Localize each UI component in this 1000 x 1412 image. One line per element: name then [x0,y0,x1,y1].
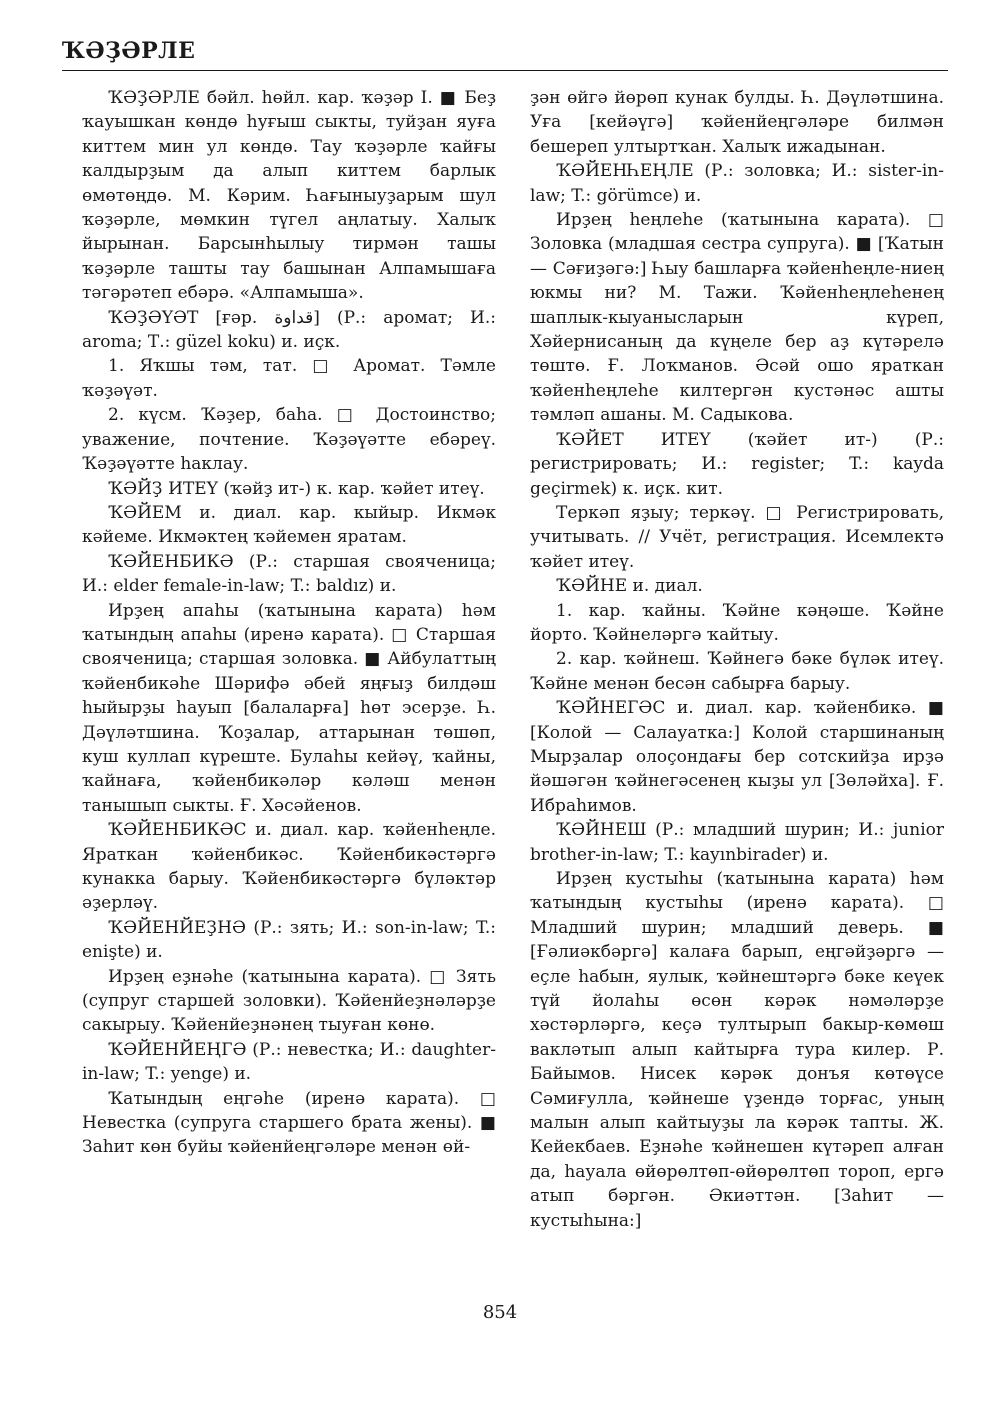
entry-kadauat-sense-2: 2. күсм. Ҡәҙер, баһа. □ Достоинство; уважение, почтение. Ҡәҙәүәтте ебәреү. Ҡәҙәүәтте һаклау. [82,405,496,475]
entry-kainesh-definition: Ирҙең кустыһы (ҡатынына карата) һәм ҡатындың кустыһы (иренә карата). □ Младший шурин; младший деверь. ■ [Ғәлиәкбәргә] калаға барып, еңгәйҙәргә — еҫле һабын, яулык, ҡәйнештәргә бәке кеүек түй йолаһы өсөн кәрәк нәмәләрҙе хәстәрләргә, кеҫә тултырып бакыр-көмөш вакләтып алып кайтырға тура килер. Р. Байымов. Нисек кәрәк донъя көтөүсе Сәмиғулла, ҡәйнеше үҙендә торғас, уның малын алып кайтыуҙы ла кәрәк тапты. Ж. Кейекбаев. Еҙнәһе ҡәйнешен күтәреп алған да, һауала өйөрөлтөп-өйөрөлтөп тороп, ергә атып бәргән. Әкиәттән. [Заһит — кустыһына:] [530,869,944,1231]
entry-kaienbikas: ҠӘЙЕНБИКӘС и. диал. кар. ҡәйенһеңле. Яраткан ҡәйенбикәс. Ҡәйенбикәстәргә кунакка барыу. Ҡәйенбикәстәргә бүләктәр әҙерләү. [82,820,496,914]
entry-continuation: ҙән өйгә йөрөп кунак булды. Һ. Дәүләтшина. Уға [кейәүгә] ҡәйенйеңгәләре билмән бешереп ултыртҡан. Халыҡ ижадынан. [530,88,944,157]
entry-kaienyenga-definition: Ҡатындың еңгәһе (иренә карата). □ Невестка (супруга старшего брата жены). ■ Заһит көн буйы ҡәйенйеңгәләре менән өй- [82,1088,496,1158]
page-number: 854 [482,1302,518,1323]
entry-kaienhenle: ҠӘЙЕНҺЕҢЛЕ (Р.: золовка; И.: sister-in-law; T.: görümce) и. [530,161,944,206]
entry-kainegas: ҠӘЙНЕГӘС и. диал. кар. ҡәйенбикә. ■ [Колой — Салауатка:] Колой старшинаның Мырҙалар олоҫондағы бер сотскийҙа ирҙә йәшәгән ҡәйнегәсенең кыҙы ул [Зөләйха]. Ғ. Ибраһимов. [530,698,944,816]
entry-kaienbika: ҠӘЙЕНБИКӘ (Р.: старшая свояченица; И.: elder female-in-law; T.: baldız) и. [82,551,496,597]
entry-kaienbika-definition: Ирҙең апаһы (ҡатынына карата) һәм ҡатындың апаһы (иренә карата). □ Старшая свояченица; старшая золовка. ■ Айбулаттың ҡәйенбикәһе Шәрифә әбей яңғыҙ билдәш һыйырҙы һауып [балаларға] һөт эсерҙе. Һ. Дәүләтшина. Ҡоҙалар, аттарынан төшөп, куш куллап күреште. Булаһы кейәү, ҡайны, ҡайнаға, ҡәйенбикәләр кәләш менән танышып сыкты. Ғ. Хәсәйенов. [82,600,496,816]
entry-kainesh: ҠӘЙНЕШ (Р.: младший шурин; И.: junior brother-in-law; T.: kayınbirader) и. [530,820,944,865]
header-rule [62,70,948,71]
entry-kaine: ҠӘЙНЕ и. диал. [556,576,703,597]
entry-kadarle: ҠӘҘӘРЛЕ бәйл. һөйл. кар. ҡәҙәр I. ■ Беҙ ҡауышкан көндө һуғыш сыкты, туйҙан яуға киттем мин ул көндө. Тау ҡәҙәрле ҡайғы калдырҙым да алып киттем барлык өмөтөңдө. М. Кәрим. Һағыныуҙарым шул ҡәҙәрле, мөмкин түгел аңлатыу. Халыҡ йырынан. Барсынһылыу тирмән ташы ҡәҙәрле ташты тау башынан Алпамышаға тәгәрәтеп ебәрә. «Алпамыша». [82,88,496,304]
entry-kaienhenle-definition: Ирҙең һеңлеһе (ҡатынына карата). □ Золовка (младшая сестра супруга). ■ [Ҡатын — Сәғиҙәгә:] Һыу башларға ҡәйенһеңле-ниең юкмы ни? М. Тажи. Ҡәйенһеңлеһенең шаплык-кыуанысларын күреп, Хәйернисаның да күңеле бер аҙ күтәрелә төштө. Ғ. Лоҡманов. Әсәй ошо яраткан ҡәйенһеңлеһе килтергән кустәнәс ашты тәмләп ашаны. М. Садыкова. [530,210,944,426]
entry-kaienyenga: ҠӘЙЕНЙЕҢГӘ (Р.: невестка; И.: daughter-in-law; T.: yenge) и. [82,1039,496,1085]
entry-kaine-sense-1: 1. кар. ҡайны. Ҡәйне кәңәше. Ҡәйне йорто. Ҡәйнеләргә ҡайтыу. [530,600,944,645]
entry-kaiem: ҠӘЙЕМ и. диал. кар. кыйыр. Икмәк кәйеме. Икмәктең ҡәйемен яратам. [82,502,496,548]
entry-kadauat: ҠӘҘӘҮӘТ [ғәр. ﻗﺪﺍﻭﺓ] (Р.: аромат; И.: aroma; Т.: güzel koku) и. иҫк. [82,307,497,353]
right-column [530,86,944,1233]
entry-kaiet-iteu: ҠӘЙЕТ ИТЕҮ (ҡәйет ит-) (Р.: регистрировать; И.: register; T.: kayda geçirmek) к. иҫк. кит. [530,429,944,499]
running-title: ҠӘҘӘРЛЕ [62,38,196,64]
entry-kaienyezna: ҠӘЙЕНЙЕҘНӘ (Р.: зять; И.: son-in-law; T.: enişte) и. [82,917,496,963]
entry-kadauat-sense-1: 1. Яҡшы тәм, тат. □ Аромат. Тәмле ҡәҙәүәт. [82,356,496,401]
entry-kaid-iteu: ҠӘЙҘ ИТЕҮ (ҡәйҙ ит-) к. кар. ҡәйет итеү. [108,478,485,499]
entry-kaiet-iteu-definition: Теркәп яҙыу; теркәү. □ Регистрировать, учитывать. // Учёт, регистрация. Исемлектә ҡәйет итеү. [530,502,944,572]
entry-kaine-sense-2: 2. кар. ҡәйнеш. Ҡәйнегә бәке бүләк итеү. Ҡәйне менән бесән сабырға барыу. [530,649,944,694]
left-column [82,86,496,1160]
entry-kaienyezna-definition: Ирҙең еҙнәһе (ҡатынына карата). □ Зять (супруг старшей золовки). Ҡәйенйеҙнәләрҙе сакырыу. Ҡәйенйеҙнәнең тыуған көнө. [82,966,496,1036]
